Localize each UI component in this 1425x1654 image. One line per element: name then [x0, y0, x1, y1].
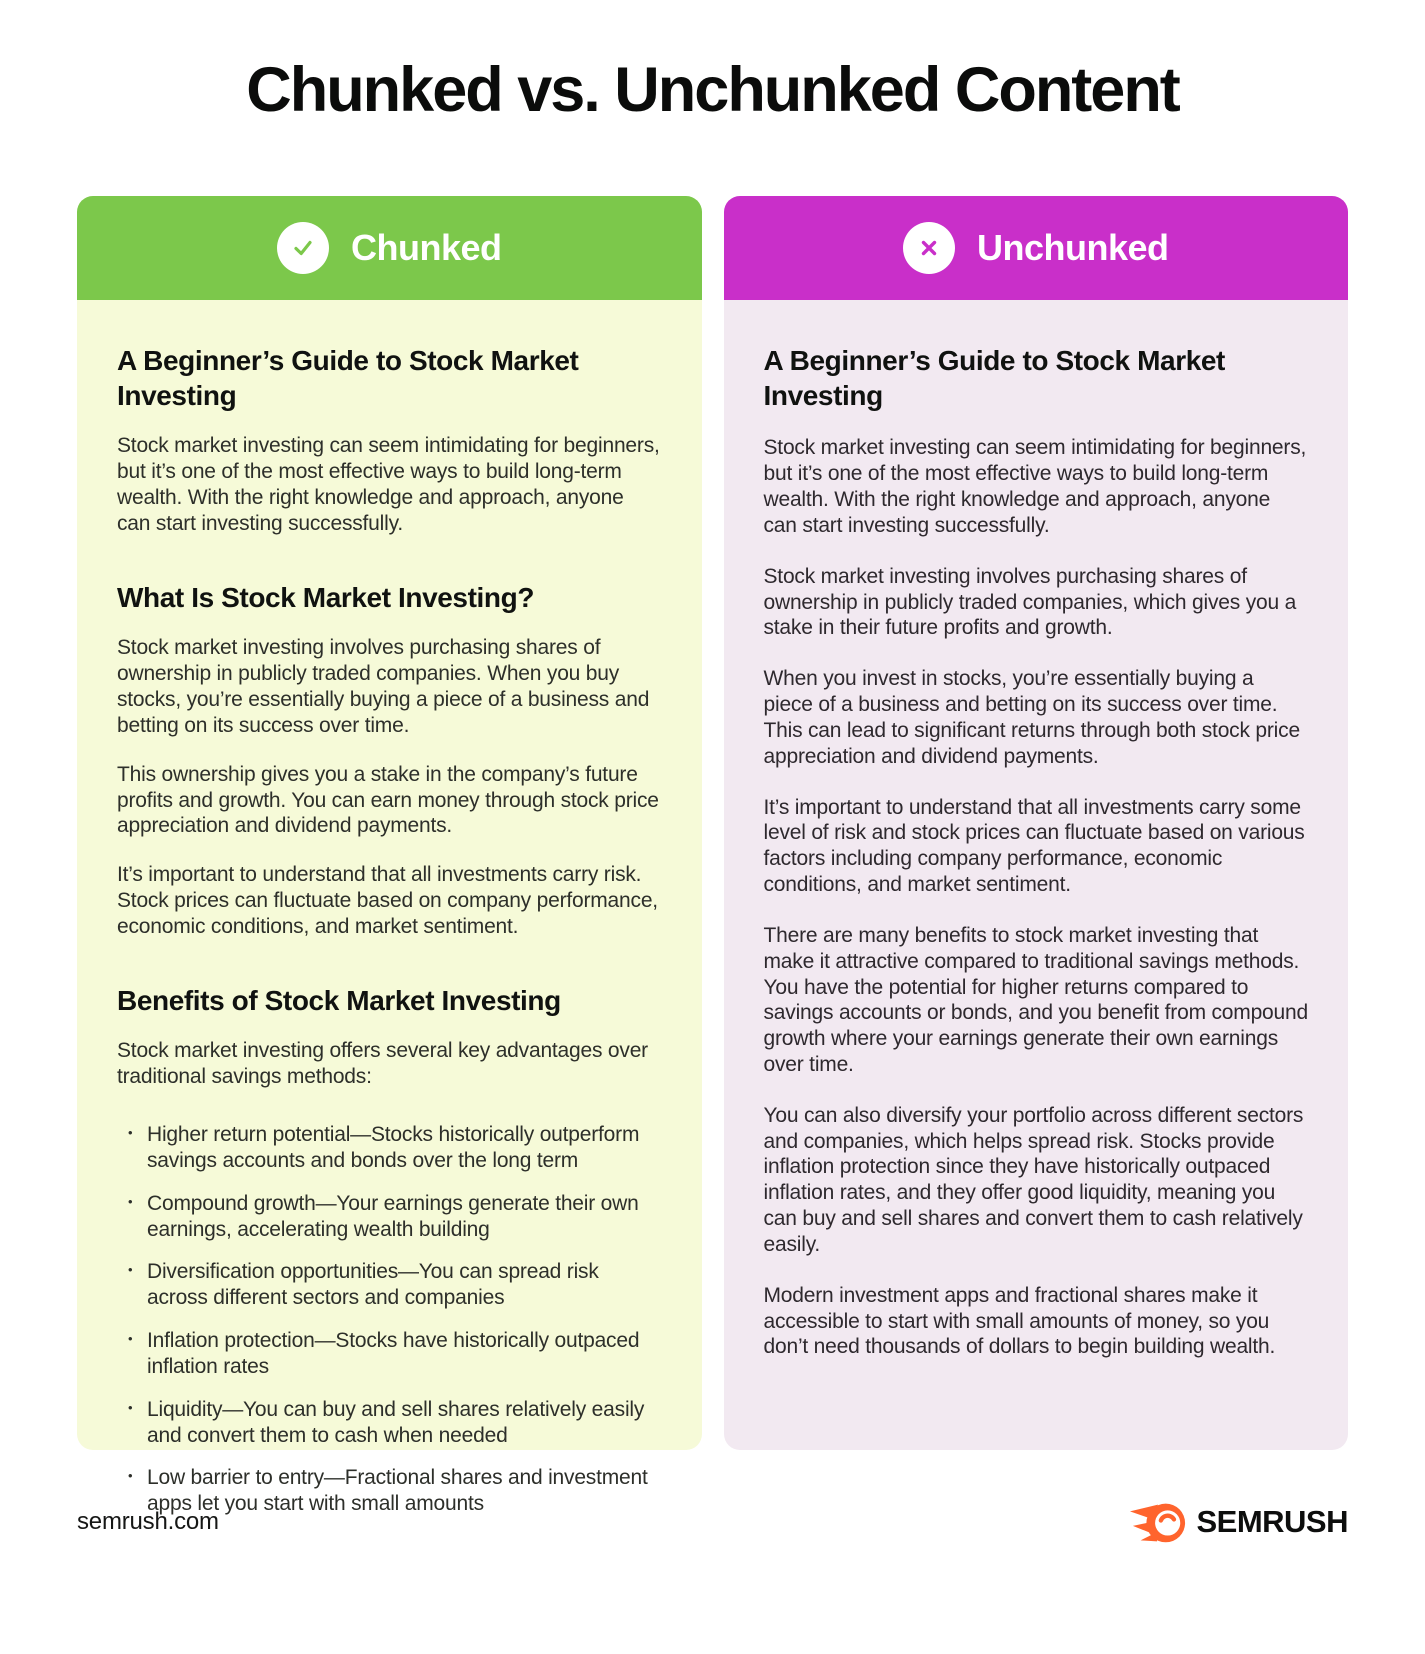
chunked-paragraph: Stock market investing involves purchasing shares of ownership in publicly traded companies. When you buy stocks, you’re essentially buying a piece of a business and betting on its success over time.	[117, 636, 650, 737]
unchunked-panel	[724, 196, 1349, 1450]
semrush-wordmark: SEMRUSH	[1196, 1504, 1348, 1539]
semrush-logo	[1129, 1498, 1348, 1546]
benefit-item: • Liquidity—You can buy and sell shares relatively easily and convert them to cash when needed	[117, 1397, 662, 1449]
chunked-paragraph: Stock market investing offers several key advantages over traditional savings methods:	[117, 1039, 648, 1089]
comparison-panels	[77, 196, 1348, 1516]
chunked-body	[77, 300, 702, 1516]
unchunked-paragraph: There are many benefits to stock market investing that make it attractive compared to traditional savings methods. You have the potential for higher returns compared to savings accounts or bonds, and you benefit from compound growth where your earnings generate their own earnings over time.	[763, 923, 1308, 1076]
x-icon	[903, 222, 955, 274]
benefit-item: • Inflation protection—Stocks have historically outpaced inflation rates	[117, 1328, 662, 1380]
chunked-header-label: Chunked	[350, 227, 502, 268]
infographic-page	[0, 54, 1425, 1654]
unchunked-body	[724, 300, 1349, 1450]
chunked-header	[77, 196, 702, 300]
chunked-paragraph: This ownership gives you a stake in the company’s future profits and growth. You can earn money through stock price appreciation and dividend payments.	[117, 762, 659, 838]
unchunked-paragraph: Stock market investing involves purchasing shares of ownership in publicly traded companies, which gives you a stake in their future profits and growth.	[763, 564, 1297, 640]
benefits-list	[117, 1122, 662, 1517]
benefit-item: • Diversification opportunities—You can spread risk across different sectors and companies	[117, 1259, 662, 1311]
unchunked-paragraph: Modern investment apps and fractional shares make it accessible to start with small amounts of money, so you don’t need thousands of dollars to begin building wealth.	[763, 1283, 1276, 1359]
benefit-item: • Compound growth—Your earnings generate their own earnings, accelerating wealth building	[117, 1191, 662, 1243]
footer-site-link[interactable]: semrush.com	[77, 1508, 219, 1535]
unchunked-header	[724, 196, 1349, 300]
benefit-item: • Higher return potential—Stocks historically outperform savings accounts and bonds over the long term	[117, 1122, 662, 1174]
unchunked-paragraph: When you invest in stocks, you’re essentially buying a piece of a business and betting on its success over time. This can lead to significant returns through both stock price appreciation and dividend payments.	[763, 667, 1300, 768]
semrush-flame-icon	[1129, 1498, 1187, 1546]
chunked-paragraph: It’s important to understand that all investments carry risk. Stock prices can fluctuate based on company performance, economic conditions, and market sentiment.	[117, 863, 658, 938]
chunked-paragraph: Stock market investing can seem intimidating for beginners, but it’s one of the most effective ways to build long-term wealth. With the right knowledge and approach, anyone can start investing successfully.	[117, 434, 660, 535]
benefit-item: • Low barrier to entry—Fractional shares and investment apps let you start with small amounts	[117, 1465, 662, 1517]
chunked-section-heading: Benefits of Stock Market Investing	[117, 984, 561, 1016]
unchunked-paragraph: You can also diversify your portfolio across different sectors and companies, which helps spread risk. Stocks provide inflation protection since they have historically outpaced inflation rates, and they offer good liquidity, meaning you can buy and sell shares and convert them to cash relatively easily.	[763, 1103, 1304, 1256]
chunked-panel	[77, 196, 702, 1516]
unchunked-header-label: Unchunked	[976, 227, 1169, 268]
check-icon	[277, 222, 329, 274]
chunked-section-heading: What Is Stock Market Investing?	[117, 581, 535, 613]
unchunked-paragraph: It’s important to understand that all investments carry some level of risk and stock prices can fluctuate based on various factors including company performance, economic conditions, and market sentiment.	[763, 795, 1305, 897]
unchunked-paragraph: Stock market investing can seem intimidating for beginners, but it’s one of the most effective ways to build long-term wealth. With the right knowledge and approach, anyone can start investing successfully.	[763, 436, 1307, 537]
unchunked-heading: A Beginner’s Guide to Stock Market Investing	[763, 345, 1225, 411]
chunked-section-heading: A Beginner’s Guide to Stock Market Investing	[117, 345, 579, 411]
page-title: Chunked vs. Unchunked Content	[246, 55, 1179, 125]
